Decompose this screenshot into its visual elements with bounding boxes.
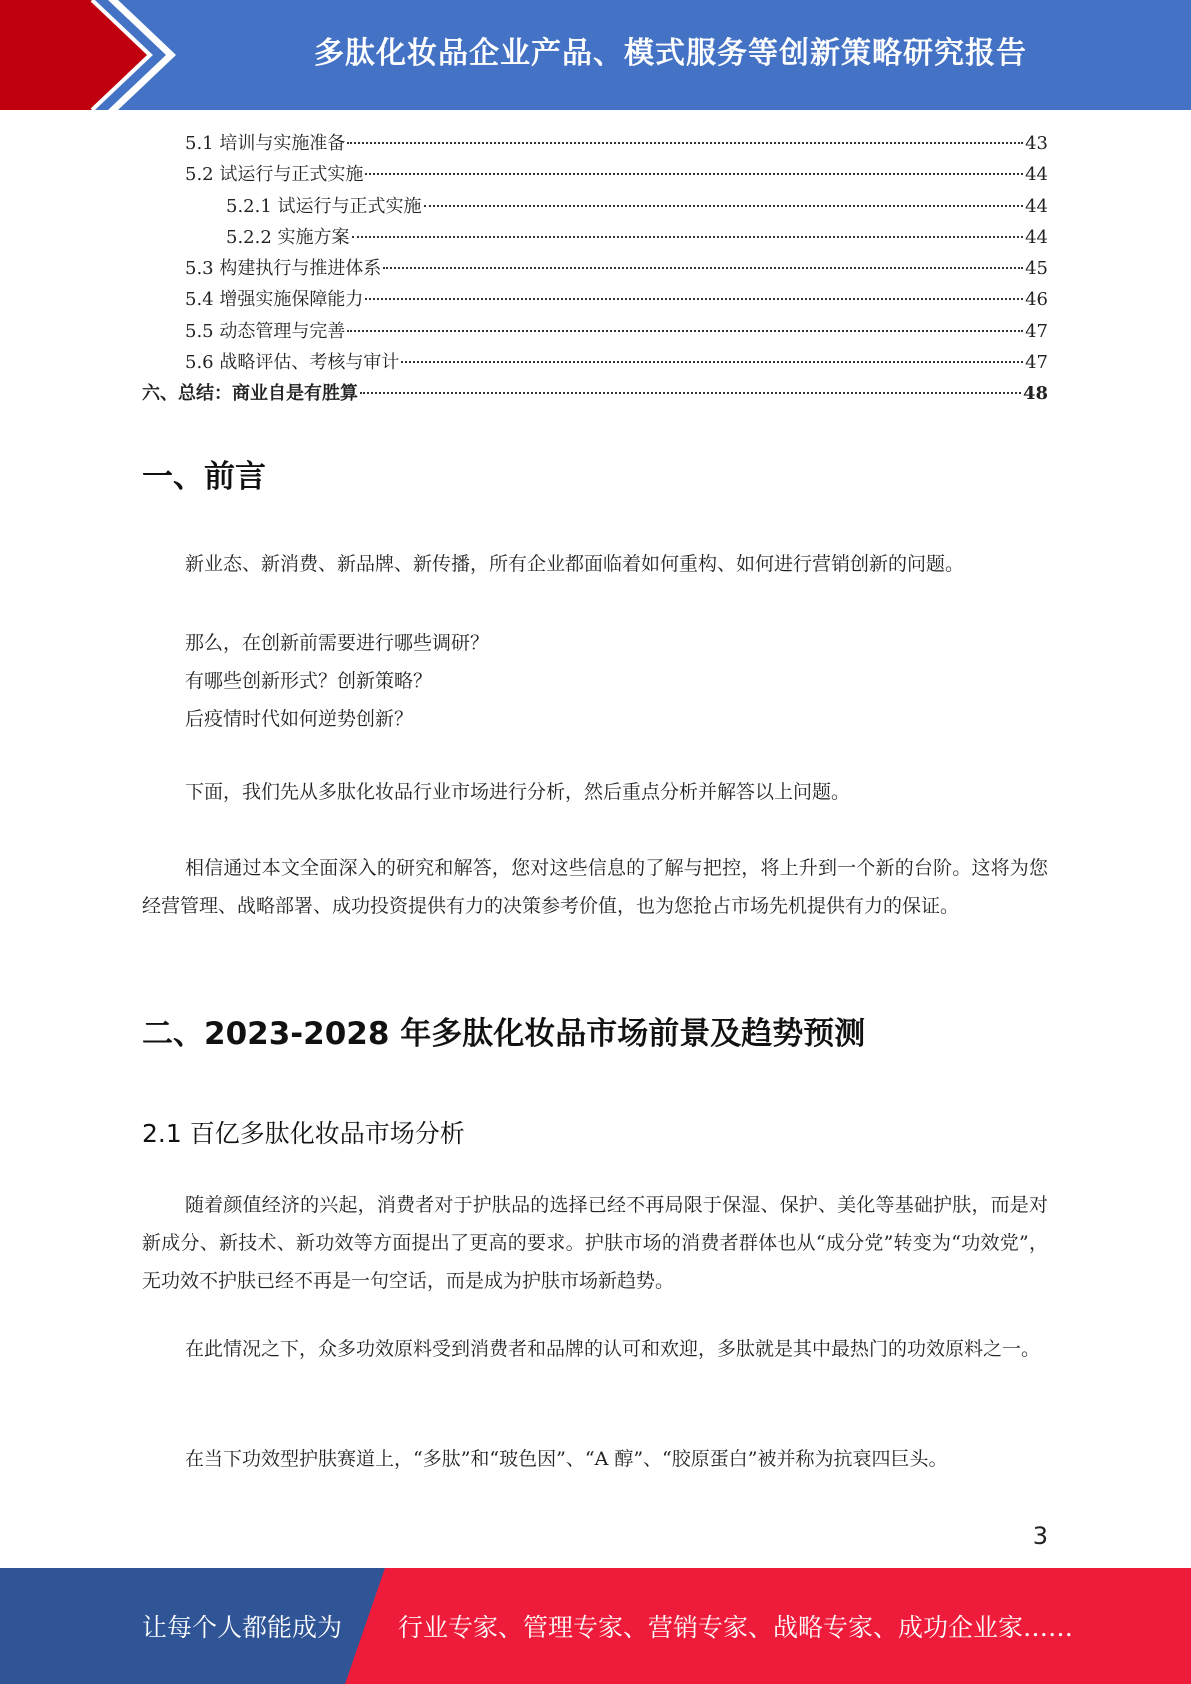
toc-entry[interactable] <box>142 222 1048 253</box>
toc-entry-page: 44 <box>1025 226 1048 248</box>
toc-entry-page: 44 <box>1025 195 1048 217</box>
toc-entry[interactable] <box>142 128 1048 159</box>
toc-entry-page: 43 <box>1025 133 1048 154</box>
toc-entry[interactable] <box>142 159 1048 190</box>
toc-entry-page: 46 <box>1025 289 1048 311</box>
toc-entry-number: 5.5 <box>185 320 220 342</box>
body-paragraph: 在此情况之下，众多功效原料受到消费者和品牌的认可和欢迎，多肽就是其中最热门的功效原料之一。 <box>185 1338 1041 1360</box>
toc-entry-label: 战略评估、考核与审计 <box>219 352 400 374</box>
toc-entry[interactable] <box>142 253 1048 284</box>
page-header <box>0 0 1191 110</box>
table-of-contents <box>142 128 1048 410</box>
toc-entry-label: 构建执行与推进体系 <box>219 258 382 280</box>
page-number: 3 <box>1032 1522 1048 1550</box>
preface-paragraph: 相信通过本文全面深入的研究和解答，您对这些信息的了解与把控，将上升到一个新的台阶。这将为您经营管理、战略部署、成功投资提供有力的决策参考价值，也为您抢占市场先机提供有力的保证。 <box>142 857 1048 917</box>
section-heading-preface: 一、前言 <box>142 459 266 495</box>
preface-paragraph: 新业态、新消费、新品牌、新传播，所有企业都面临着如何重构、如何进行营销创新的问题。 <box>185 553 965 575</box>
toc-entry-page: 47 <box>1025 320 1048 342</box>
toc-leader-dots <box>347 330 1023 332</box>
toc-entry-label: 培训与实施准备 <box>219 133 346 154</box>
preface-paragraph: 下面，我们先从多肽化妆品行业市场进行分析，然后重点分析并解答以上问题。 <box>185 781 851 803</box>
toc-leader-dots <box>401 361 1023 363</box>
toc-entry-label: 动态管理与完善 <box>219 320 346 342</box>
toc-entry-label: 试运行与正式实施 <box>219 164 364 186</box>
toc-entry-number: 5.1 <box>185 133 220 154</box>
subsection-heading: 2.1 百亿多肽化妆品市场分析 <box>142 1119 465 1148</box>
toc-entry-number: 5.4 <box>185 289 220 311</box>
body-paragraph: 随着颜值经济的兴起，消费者对于护肤品的选择已经不再局限于保湿、保护、美化等基础护肤，而是对新成分、新技术、新功效等方面提出了更高的要求。护肤市场的消费者群体也从“成分党”转变为“功效党”，无功效不护肤已经不再是一句空话，而是成为护肤市场新趋势。 <box>142 1194 1048 1292</box>
toc-entry[interactable] <box>142 284 1048 315</box>
toc-leader-dots <box>347 142 1023 144</box>
toc-entry[interactable] <box>142 378 1048 409</box>
toc-entry-number: 5.3 <box>185 258 220 280</box>
toc-leader-dots <box>365 298 1023 300</box>
toc-leader-dots <box>352 236 1024 238</box>
toc-entry-page: 45 <box>1025 258 1048 280</box>
footer-slogan-left: 让每个人都能成为 <box>142 1613 343 1642</box>
toc-entry-page: 47 <box>1025 352 1048 374</box>
page-footer <box>0 1568 1191 1684</box>
toc-leader-dots <box>360 392 1021 394</box>
toc-entry[interactable] <box>142 191 1048 222</box>
preface-question: 有哪些创新形式？创新策略？ <box>185 670 433 692</box>
toc-leader-dots <box>383 267 1023 269</box>
toc-entry-page: 44 <box>1025 164 1048 186</box>
toc-entry-label: 六、总结：商业自是有胜算 <box>142 383 358 405</box>
toc-leader-dots <box>424 205 1024 207</box>
preface-question: 那么，在创新前需要进行哪些调研？ <box>185 632 490 654</box>
toc-entry-number: 5.2.1 <box>226 195 278 217</box>
header-title: 多肽化妆品企业产品、模式服务等创新策略研究报告 <box>314 36 1027 71</box>
toc-entry-number: 5.2 <box>185 164 220 186</box>
toc-entry-page: 48 <box>1022 383 1048 405</box>
toc-leader-dots <box>365 173 1023 175</box>
toc-entry-number: 5.6 <box>185 352 220 374</box>
body-paragraph: 在当下功效型护肤赛道上，“多肽”和“玻色因”、“A 醇”、“胶原蛋白”被并称为抗衰四巨头。 <box>185 1448 948 1470</box>
toc-entry[interactable] <box>142 347 1048 378</box>
toc-entry-label: 试运行与正式实施 <box>277 195 422 217</box>
toc-entry[interactable] <box>142 316 1048 347</box>
section-heading-market-forecast: 二、2023-2028 年多肽化妆品市场前景及趋势预测 <box>142 1016 866 1052</box>
toc-entry-label: 增强实施保障能力 <box>219 289 364 311</box>
preface-question: 后疫情时代如何逆势创新？ <box>185 708 414 730</box>
footer-slogan-right: 行业专家、管理专家、营销专家、战略专家、成功企业家…… <box>398 1613 1074 1642</box>
toc-entry-label: 实施方案 <box>277 226 350 248</box>
toc-entry-number: 5.2.2 <box>226 226 278 248</box>
